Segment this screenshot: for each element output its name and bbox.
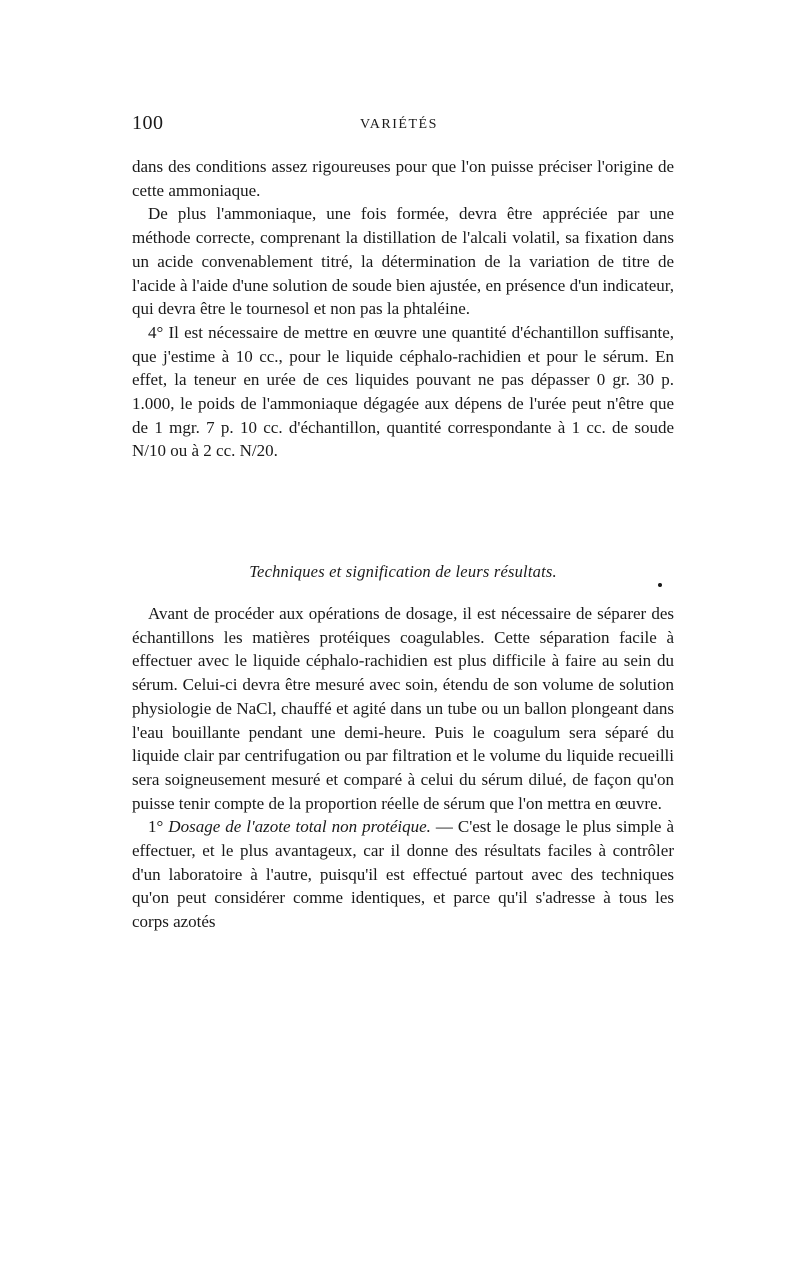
paragraph-continuation: dans des conditions assez rigoureuses pour que l'on puisse préciser l'origine de cette ammoniaque. bbox=[132, 157, 674, 200]
ink-speck bbox=[658, 583, 662, 587]
item-heading: Dosage de l'azote total non protéique. bbox=[168, 817, 431, 837]
running-head: VARIÉTÉS bbox=[360, 117, 438, 132]
page-number: 100 bbox=[132, 112, 164, 134]
page-header bbox=[132, 112, 674, 140]
item-number: 1° bbox=[148, 817, 169, 837]
paragraph-ammoniaque: De plus l'ammoniaque, une fois formée, devra être appréciée par une méthode correcte, comprenant la distillation de l'alcali volatil, sa fixation dans un acide convenablement titré, la détermination de la variation de titre de l'acide à l'aide d'une solution de soude bien ajustée, en présence d'un indicateur, qui devra être le tournesol et non pas la phtaléine. bbox=[132, 204, 674, 319]
paragraph-dosage-azote bbox=[132, 815, 674, 934]
item-text: — C'est le dosage le plus simple à effectuer, et le plus avantageux, car il donne des résultats faciles à contrôler d'un laboratoire à l'autre, puisqu'il est effectué partout avec des techniques qu'on peut considérer comme identiques, et parce qu'il s'adresse à tous les corps azotés bbox=[132, 817, 675, 932]
paragraph-separation: Avant de procéder aux opérations de dosage, il est nécessaire de séparer des échantillons les matières protéiques coagulables. Cette séparation facile à effectuer avec le liquide céphalo-rachidien est plus difficile à faire au sein du sérum. Celui-ci devra être mesuré avec soin, étendu de son volume de solution physiologie de NaCl, chauffé et agité dans un tube ou un ballon plongeant dans l'eau bouillante pendant une demi-heure. Puis le coagulum sera séparé du liquide clair par centrifugation ou par filtration et le volume du liquide recueilli sera soigneusement mesuré et comparé à celui du sérum dilué, de façon qu'on puisse tenir compte de la proportion réelle de sérum que l'on mettra en œuvre. bbox=[132, 604, 674, 813]
paragraph-point-4: 4° Il est nécessaire de mettre en œuvre une quantité d'échantillon suffisante, que j'estime à 10 cc., pour le liquide céphalo-rachidien et pour le sérum. En effet, la teneur en urée de ces liquides pouvant ne pas dépasser 0 gr. 30 p. 1.000, le poids de l'ammoniaque dégagée aux dépens de l'urée peut n'être que de 1 mgr. 7 p. 10 cc. d'échantillon, quantité correspondante à 1 cc. de soude N/10 ou à 2 cc. N/20. bbox=[132, 322, 674, 461]
text-block-top bbox=[132, 155, 674, 463]
section-title: Techniques et signification de leurs résultats. bbox=[249, 562, 557, 581]
text-block-bottom bbox=[132, 602, 674, 934]
